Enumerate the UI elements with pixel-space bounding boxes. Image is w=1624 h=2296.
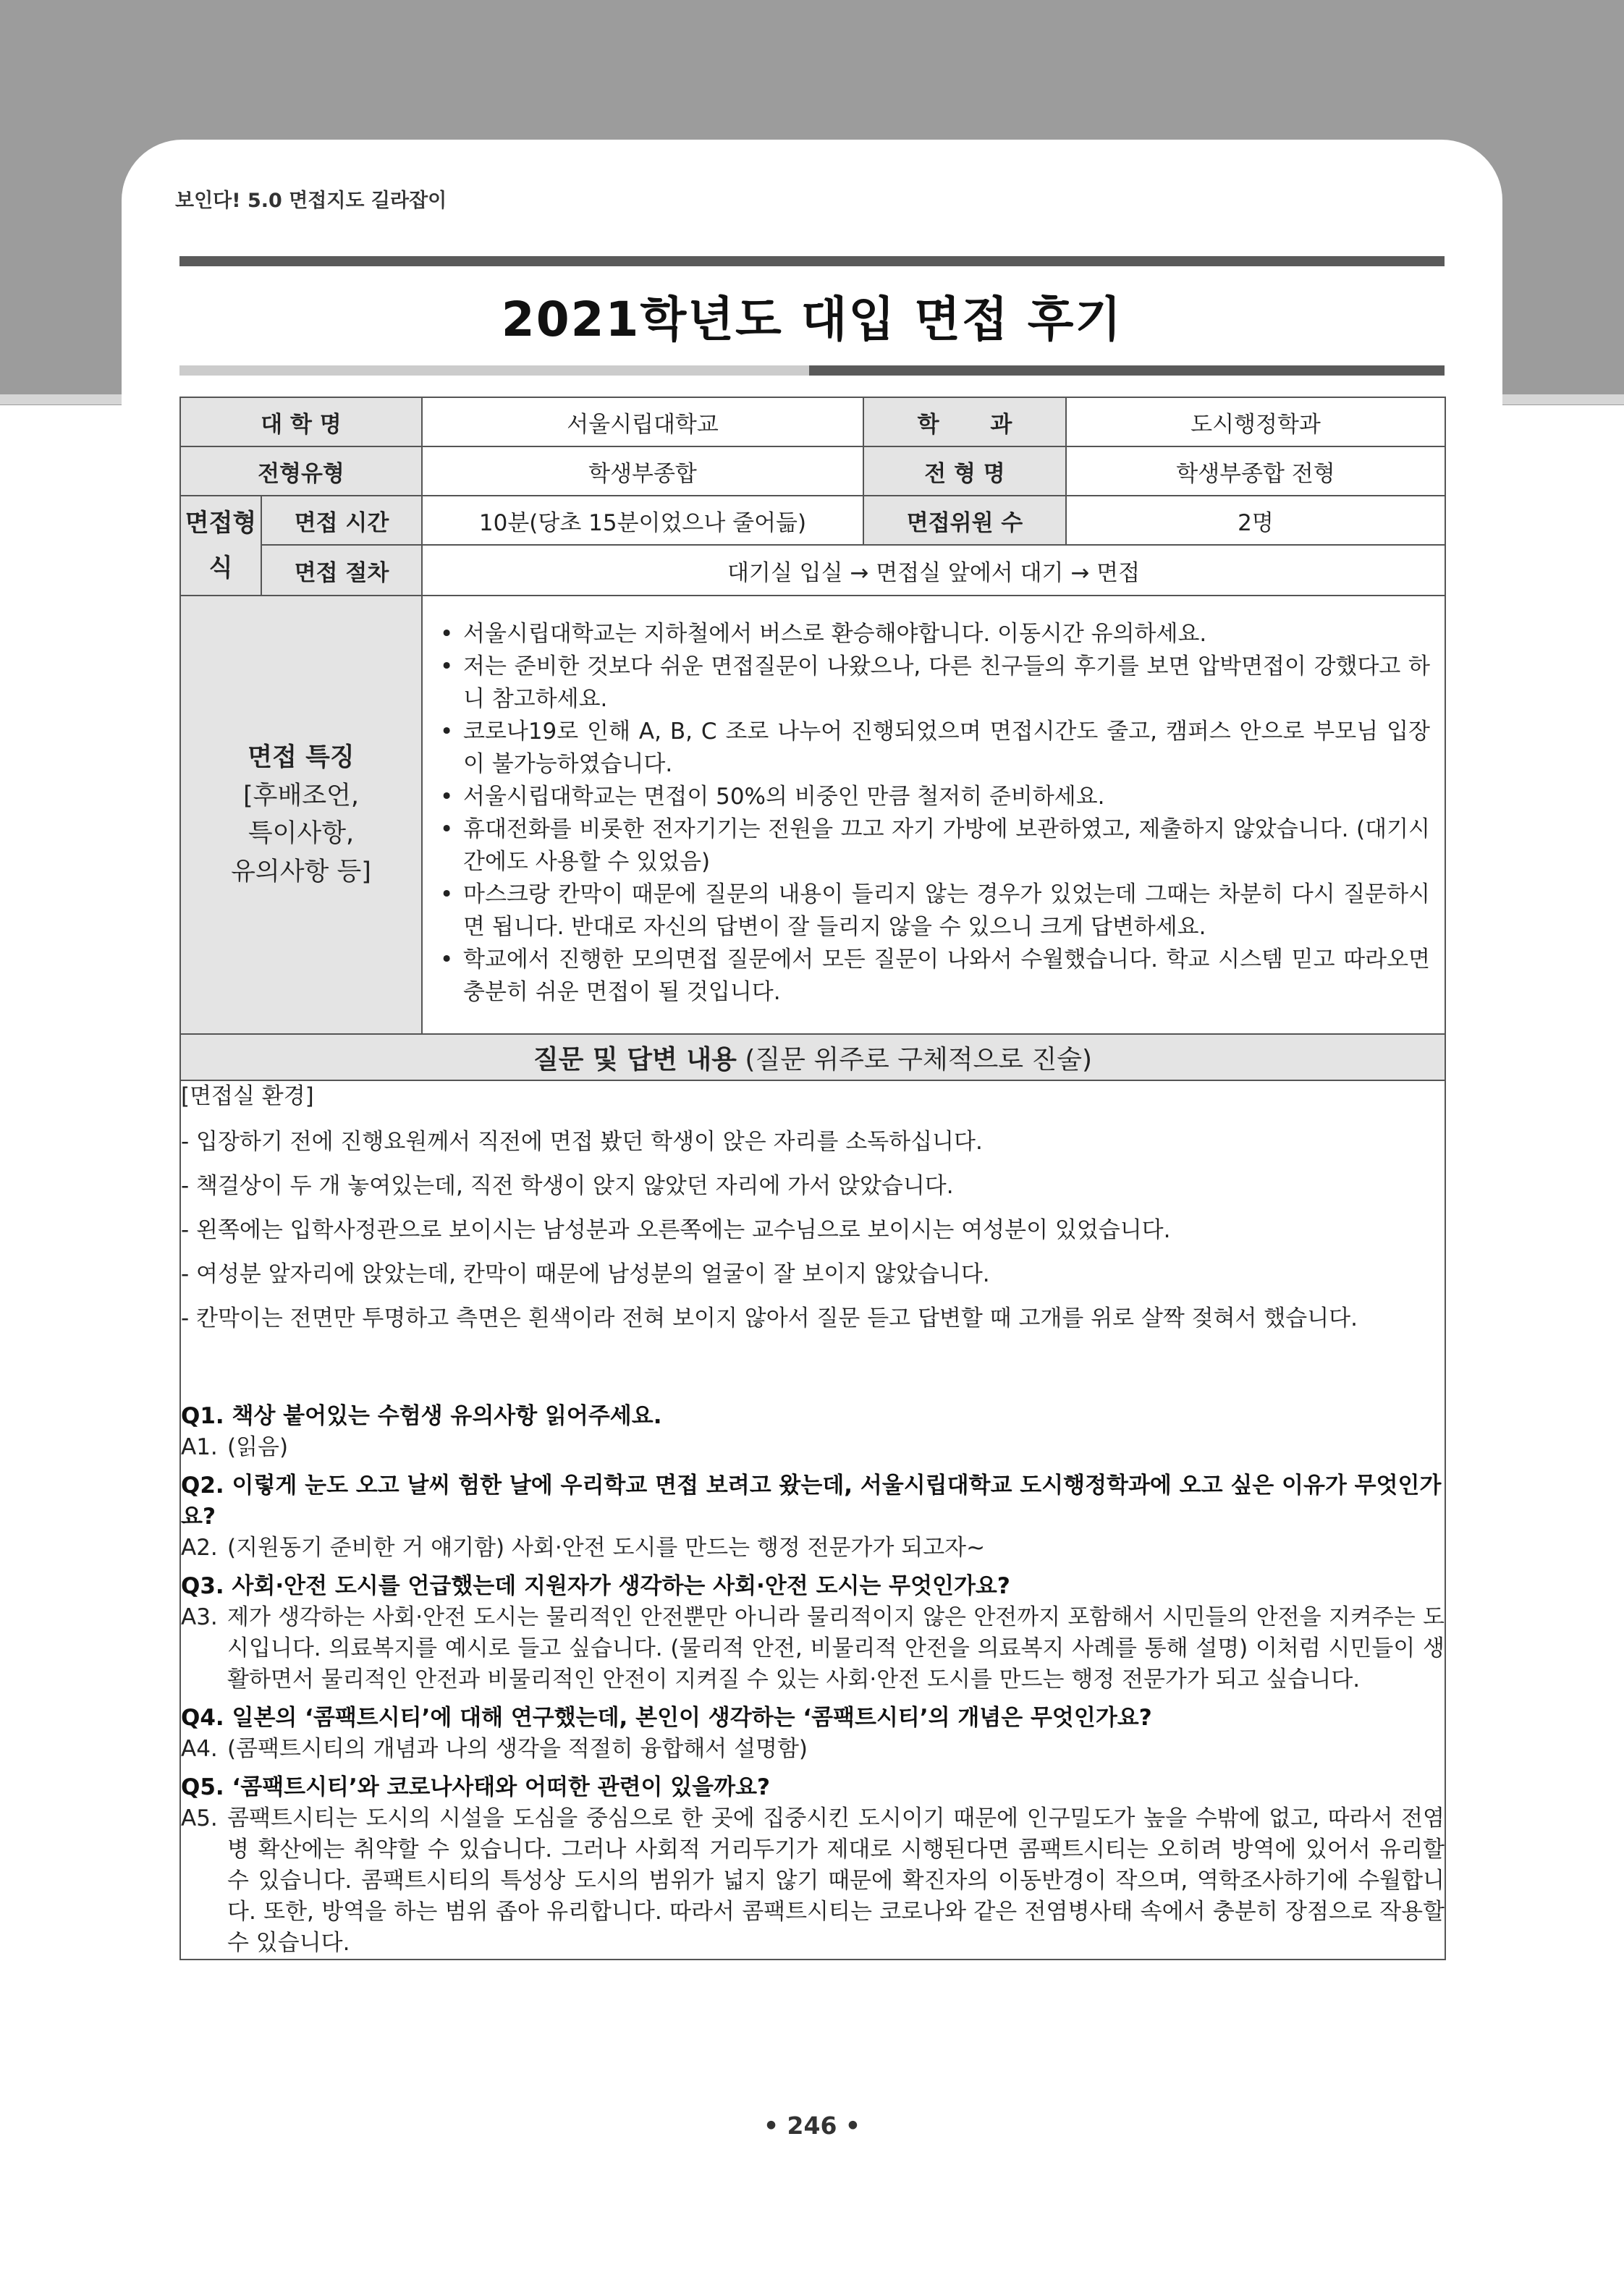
running-header: 보인다! 5.0 면접지도 길라잡이 xyxy=(175,190,447,212)
interview-table xyxy=(179,397,1446,1960)
answer-text: (지원동기 준비한 거 얘기함) 사회·안전 도시를 만드는 행정 전문가가 되고자~ xyxy=(227,1535,986,1561)
features-label-line4: 유의사항 등] xyxy=(231,857,371,886)
title-rule-top xyxy=(179,256,1445,266)
qa-content xyxy=(180,1080,1445,1960)
question-5: Q5. ‘콤팩트시티’와 코로나사태와 어떠한 관련이 있을까요? xyxy=(181,1774,771,1800)
answer-1 xyxy=(181,1432,1445,1463)
university-label: 대 학 명 xyxy=(180,397,422,446)
admission-name-label: 전 형 명 xyxy=(863,446,1066,496)
page-number: • 246 • xyxy=(763,2111,861,2140)
features-label-title: 면접 특징 xyxy=(248,743,355,772)
admission-type-label: 전형유형 xyxy=(180,446,422,496)
band-stripe-right xyxy=(1502,394,1624,404)
answer-prefix: A5. xyxy=(181,1805,218,1831)
title-rule-bottom xyxy=(179,365,1445,376)
list-item: • 코로나19로 인해 A, B, C 조로 나누어 진행되었으며 면접시간도 줄고, 캠퍼스 안으로 부모님 입장이 불가능하였습니다. xyxy=(437,716,1430,781)
admission-name-value: 학생부종합 전형 xyxy=(1066,446,1445,496)
admission-type-value: 학생부종합 xyxy=(422,446,863,496)
environment-item: - 여성분 앞자리에 앉았는데, 칸막이 때문에 남성분의 얼굴이 잘 보이지 않았습니다. xyxy=(181,1261,990,1287)
features-content xyxy=(422,596,1445,1034)
question-2: Q2. 이렇게 눈도 오고 날씨 험한 날에 우리학교 면접 보려고 왔는데, 서울시립대학교 도시행정학과에 오고 싶은 이유가 무엇인가요? xyxy=(181,1473,1442,1530)
panel-count-value: 2명 xyxy=(1066,496,1445,545)
interview-time-label: 면접 시간 xyxy=(261,496,422,545)
procedure-value: 대기실 입실 → 면접실 앞에서 대기 → 면접 xyxy=(422,545,1445,596)
environment-item: - 입장하기 전에 진행요원께서 직전에 면접 봤던 학생이 앉은 자리를 소독하십니다. xyxy=(181,1129,983,1155)
answer-text: 제가 생각하는 사회·안전 도시는 물리적인 안전뿐만 아니라 물리적이지 않은 안전까지 포함해서 시민들의 안전을 지켜주는 도시입니다. 의료복지를 예시로 들고 싶습니다. (물리적 안전, 비물리적 안전을 의료복지 사례를 통해 설명) 이처럼 시민들이 생활하면서 물리적인 안전과 비물리적인 안전이 지켜질 수 있는 사회·안전 도시를 만드는 행정 전문가가 되고 싶습니다. xyxy=(227,1604,1445,1693)
department-value: 도시행정학과 xyxy=(1066,397,1445,446)
question-4: Q4. 일본의 ‘콤팩트시티’에 대해 연구했는데, 본인이 생각하는 ‘콤팩트시티’의 개념은 무엇인가요? xyxy=(181,1705,1152,1731)
answer-4 xyxy=(181,1734,1445,1765)
environment-heading: [면접실 환경] xyxy=(181,1083,314,1109)
interview-time-value: 10분(당초 15분이었으나 줄어듦) xyxy=(422,496,863,545)
qa-heading-rest: (질문 위주로 구체적으로 진술) xyxy=(736,1044,1093,1075)
page-title: 2021학년도 대입 면접 후기 xyxy=(501,292,1123,347)
answer-prefix: A2. xyxy=(181,1535,218,1561)
answer-prefix: A3. xyxy=(181,1604,218,1630)
answer-prefix: A4. xyxy=(181,1736,218,1762)
features-label-line2: [후배조언, xyxy=(242,781,360,810)
list-item: • 마스크랑 칸막이 때문에 질문의 내용이 들리지 않는 경우가 있었는데 그때는 차분히 다시 질문하시면 됩니다. 반대로 자신의 답변이 잘 들리지 않을 수 있으니 크게 답변하세요. xyxy=(437,878,1430,944)
interview-format-label: 면접형식 xyxy=(180,496,261,596)
features-label-line3: 특이사항, xyxy=(248,819,355,848)
answer-3 xyxy=(181,1602,1445,1695)
list-item: • 저는 준비한 것보다 쉬운 면접질문이 나왔으나, 다른 친구들의 후기를 보면 압박면접이 강했다고 하니 참고하세요. xyxy=(437,651,1430,716)
procedure-label: 면접 절차 xyxy=(261,545,422,596)
answer-text: (읽음) xyxy=(227,1434,289,1460)
qa-section-heading xyxy=(180,1034,1445,1080)
question-3: Q3. 사회·안전 도시를 언급했는데 지원자가 생각하는 사회·안전 도시는 무엇인가요? xyxy=(181,1573,1010,1599)
list-item: • 휴대전화를 비롯한 전자기기는 전원을 끄고 자기 가방에 보관하였고, 제출하지 않았습니다. (대기시간에도 사용할 수 있었음) xyxy=(437,813,1430,878)
environment-item: - 왼쪽에는 입학사정관으로 보이시는 남성분과 오른쪽에는 교수님으로 보이시는 여성분이 있었습니다. xyxy=(181,1217,1171,1243)
answer-text: 콤팩트시티는 도시의 시설을 도심을 중심으로 한 곳에 집중시킨 도시이기 때문에 인구밀도가 높을 수밖에 없고, 따라서 전염병 확산에는 취약할 수 있습니다. 그러나 사회적 거리두기가 제대로 시행된다면 콤팩트시티는 오히려 방역에 있어서 유리할 수 있습니다. 콤팩트시티의 특성상 도시의 범위가 넓지 않기 때문에 확진자의 이동반경이 작으며, 역학조사하기에 수월합니다. 또한, 방역을 하는 범위 좁아 유리합니다. 따라서 콤팩트시티는 코로나와 같은 전염병사태 속에서 충분히 장점으로 작용할 수 있습니다. xyxy=(227,1805,1445,1956)
answer-2 xyxy=(181,1533,1445,1564)
list-item: • 서울시립대학교는 면접이 50%의 비중인 만큼 철저히 준비하세요. xyxy=(437,781,1430,813)
band-stripe-left xyxy=(0,394,122,404)
qa-heading-bold: 질문 및 답변 내용 xyxy=(533,1044,737,1075)
department-label: 학 과 xyxy=(863,397,1066,446)
features-label xyxy=(180,596,422,1034)
list-item: • 서울시립대학교는 지하철에서 버스로 환승해야합니다. 이동시간 유의하세요. xyxy=(437,618,1430,651)
answer-text: (콤팩트시티의 개념과 나의 생각을 적절히 융합해서 설명함) xyxy=(227,1736,808,1762)
environment-item: - 칸막이는 전면만 투명하고 측면은 흰색이라 전혀 보이지 않아서 질문 듣고 답변할 때 고개를 위로 살짝 젖혀서 했습니다. xyxy=(181,1305,1358,1331)
answer-5 xyxy=(181,1803,1445,1959)
answer-prefix: A1. xyxy=(181,1434,218,1460)
features-list xyxy=(423,596,1445,1033)
question-1: Q1. 책상 붙어있는 수험생 유의사항 읽어주세요. xyxy=(181,1403,662,1429)
list-item: • 학교에서 진행한 모의면접 질문에서 모든 질문이 나와서 수월했습니다. 학교 시스템 믿고 따라오면 충분히 쉬운 면접이 될 것입니다. xyxy=(437,944,1430,1009)
environment-item: - 책걸상이 두 개 놓여있는데, 직전 학생이 앉지 않았던 자리에 가서 앉았습니다. xyxy=(181,1173,954,1199)
university-value: 서울시립대학교 xyxy=(422,397,863,446)
panel-count-label: 면접위원 수 xyxy=(863,496,1066,545)
